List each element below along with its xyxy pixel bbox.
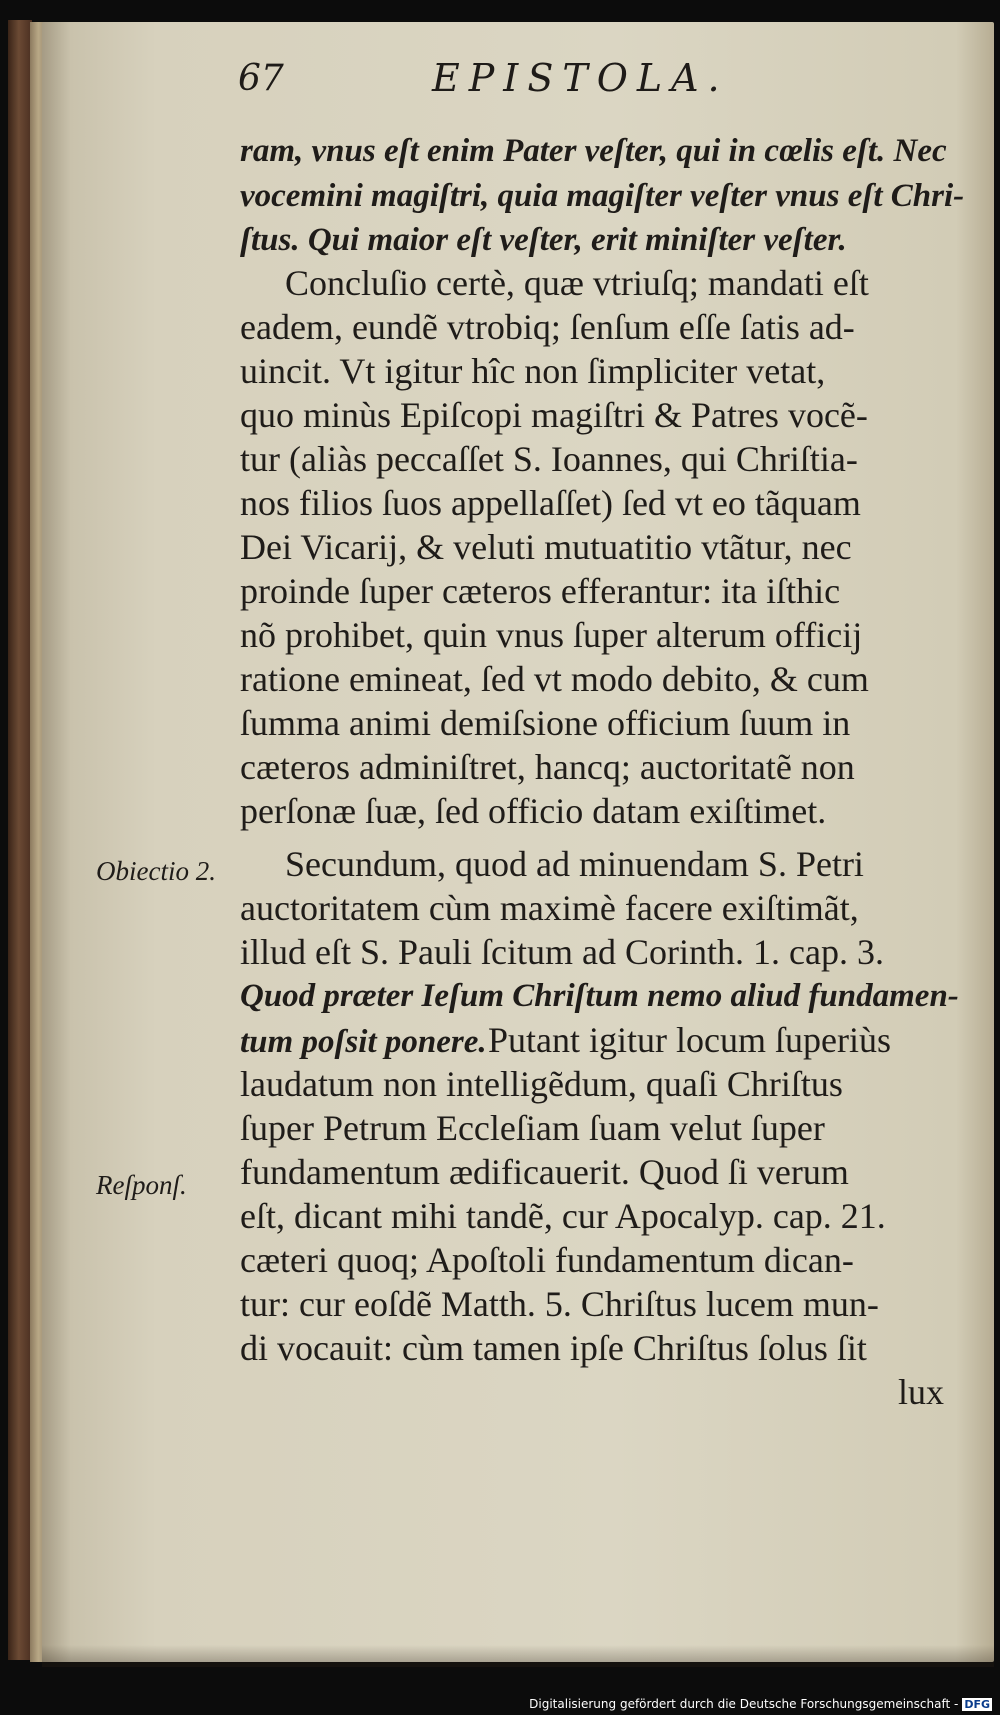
text-line: proinde ſuper cæteros efferantur: ita iſthic <box>240 571 841 611</box>
text-line: fundamentum ædificauerit. Quod ſi verum <box>240 1152 849 1192</box>
text-line: cæteri quoq; Apoſtoli fundamentum dican- <box>240 1240 854 1280</box>
text-line: Quod præter Ieſum Chriſtum nemo aliud fundamen- <box>240 978 959 1014</box>
text-line: tur (aliàs peccaſſet S. Ioannes, qui Chriſtia- <box>240 439 858 479</box>
text-line: uincit. Vt igitur hîc non ſimpliciter vetat, <box>240 351 826 391</box>
text-line: nõ prohibet, quin vnus ſuper alterum officij <box>240 615 863 655</box>
text-line: cæteros adminiſtret, hancq; auctoritatẽ non <box>240 747 855 787</box>
catchword: lux <box>898 1372 945 1412</box>
margin-note-objection: Obiectio 2. <box>96 856 216 886</box>
text-line: ſuper Petrum Eccleſiam ſuam velut ſuper <box>240 1108 825 1148</box>
margin-note-response: Reſponſ. <box>96 1170 187 1200</box>
text-line: illud eſt S. Pauli ſcitum ad Corinth. 1. cap. 3. <box>240 932 884 972</box>
text-line: ſumma animi demiſsione officium ſuum in <box>240 703 851 743</box>
book-spine <box>8 20 32 1660</box>
text-line: Concluſio certè, quæ vtriuſq; mandati eſt <box>285 263 869 303</box>
digitization-credit <box>529 1697 992 1711</box>
text-line: nos filios ſuos appellaſſet) ſed vt eo tãquam <box>240 483 861 523</box>
text-line: Secundum, quod ad minuendam S. Petri <box>285 844 864 884</box>
text-line: di vocauit: cùm tamen ipſe Chriſtus ſolus ſit <box>240 1328 867 1368</box>
text-line: tur: cur eoſdẽ Matth. 5. Chriſtus lucem mun- <box>240 1284 879 1324</box>
text-line: Dei Vicarij, & veluti mutuatitio vtãtur, nec <box>240 527 852 567</box>
text-line: laudatum non intelligẽdum, quaſi Chriſtus <box>240 1064 843 1104</box>
text-line: eadem, eundẽ vtrobiq; ſenſum eſſe ſatis ad- <box>240 307 855 347</box>
dfg-logo: DFG <box>964 1698 990 1711</box>
text-line: ſtus. Qui maior eſt veſter, erit miniſter veſter. <box>240 222 847 258</box>
credit-text: Digitalisierung gefördert durch die Deutsche Forschungsgemeinschaft - <box>529 1697 959 1711</box>
text-line: tum poſsit ponere. <box>240 1024 487 1060</box>
text-line: Putant igitur locum ſuperiùs <box>488 1020 891 1060</box>
text-line: quo minùs Epiſcopi magiſtri & Patres vocẽ- <box>240 395 868 435</box>
text-line: vocemini magiſtri, quia magiſter veſter vnus eſt Chri- <box>240 178 965 214</box>
text-line: perſonæ ſuæ, ſed officio datam exiſtimet. <box>240 791 827 831</box>
running-title: EPISTOLA. <box>432 56 729 100</box>
page-number: 67 <box>238 58 284 99</box>
text-line: auctoritatem cùm maximè facere exiſtimãt, <box>240 888 859 928</box>
page-bottom-shadow <box>42 1645 994 1667</box>
text-line: eſt, dicant mihi tandẽ, cur Apocalyp. cap. 21. <box>240 1196 886 1236</box>
text-line: ram, vnus eſt enim Pater veſter, qui in cœlis eſt. Nec <box>240 133 947 169</box>
text-line: ratione emineat, ſed vt modo debito, & cum <box>240 659 869 699</box>
